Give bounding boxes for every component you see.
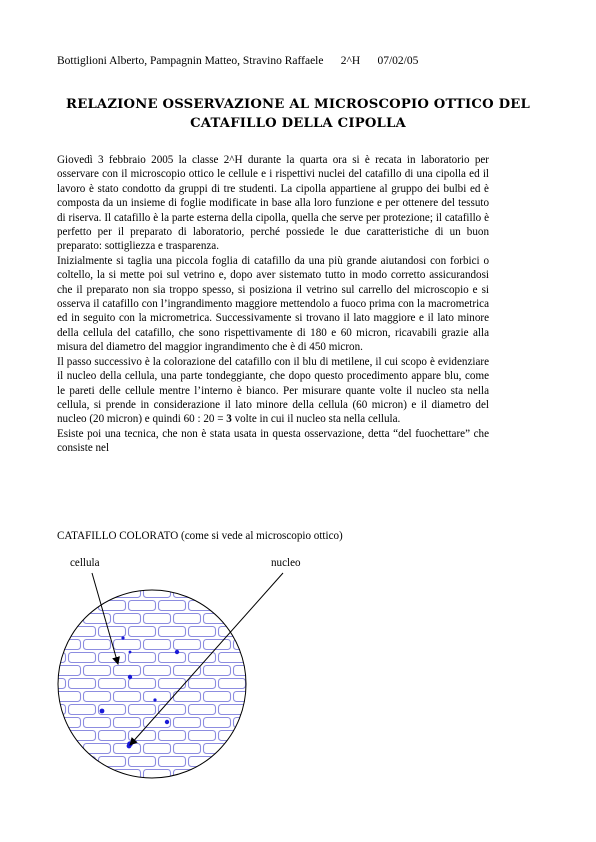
paragraph-intro: Giovedì 3 febbraio 2005 la classe 2^H durante la quarta ora si è recata in laboratorio per osservare con il microscopio ottico le cellule e i rispettivi nuclei del catafillo di una cipolla ed il lavoro è stato condotto da gruppi di tre studenti. La cipolla appartiene al gruppo dei bulbi ed è composta da un insieme di foglie modificate in base alla loro funzione e per ottenere del tessuto di riserva. Il catafillo è la parte esterna della cipolla, quella che serve per protezione; il catafillo è perfetto per il preparato di laboratorio, perché possiede le due caratteristiche di un buon preparato: sottigliezza e trasparenza. <box>57 154 489 253</box>
cell <box>204 614 231 624</box>
cell <box>204 718 231 728</box>
cell <box>174 614 201 624</box>
cell <box>99 731 126 741</box>
cell <box>249 679 276 689</box>
cell <box>174 588 201 598</box>
cell <box>204 666 231 676</box>
cell <box>84 640 111 650</box>
cell <box>219 757 246 767</box>
field-of-view-circle <box>58 590 246 778</box>
cell <box>69 601 96 611</box>
cell <box>84 692 111 702</box>
cell <box>234 770 261 780</box>
cell <box>54 744 81 754</box>
cell <box>69 731 96 741</box>
cell <box>144 614 171 624</box>
cell <box>174 744 201 754</box>
staining-end: volte in cui il nucleo sta nella cellula. <box>234 413 401 426</box>
cell <box>39 757 66 767</box>
cell <box>39 601 66 611</box>
cell <box>159 757 186 767</box>
cell <box>114 614 141 624</box>
cell <box>249 783 276 793</box>
cell <box>189 679 216 689</box>
cell <box>84 666 111 676</box>
figure-caption: CATAFILLO COLORATO (come si vede al microscopio ottico) <box>57 530 343 542</box>
cell <box>219 601 246 611</box>
title-line-1: RELAZIONE OSSERVAZIONE AL MICROSCOPIO OTTICO DEL <box>66 97 530 112</box>
cell-grid <box>39 588 276 793</box>
cell <box>129 783 156 793</box>
cell <box>114 640 141 650</box>
cell <box>114 588 141 598</box>
arrow-cellula <box>92 573 118 664</box>
cell <box>189 705 216 715</box>
cell <box>204 770 231 780</box>
cell <box>159 653 186 663</box>
header-class: 2^H <box>340 55 361 67</box>
cell <box>69 653 96 663</box>
cell <box>99 627 126 637</box>
cell <box>189 757 216 767</box>
cell <box>69 783 96 793</box>
nucleus-dot <box>153 698 156 701</box>
header-authors: Bottiglioni Alberto, Pampagnin Matteo, Stravino Raffaele <box>57 55 324 67</box>
cell <box>54 588 81 598</box>
cell <box>234 614 261 624</box>
title-line-2: CATAFILLO DELLA CIPOLLA <box>190 116 406 131</box>
nucleus-dot <box>121 636 124 639</box>
cell <box>204 692 231 702</box>
cell <box>39 783 66 793</box>
cell <box>129 757 156 767</box>
cell <box>249 757 276 767</box>
cell <box>144 744 171 754</box>
cell <box>174 692 201 702</box>
cell <box>54 770 81 780</box>
cell <box>129 653 156 663</box>
cell <box>219 731 246 741</box>
cell <box>84 718 111 728</box>
cell <box>84 770 111 780</box>
cell <box>99 679 126 689</box>
nucleus-dot <box>128 675 132 679</box>
cell <box>129 679 156 689</box>
label-cellula: cellula <box>70 557 100 569</box>
cell <box>159 627 186 637</box>
cell <box>249 705 276 715</box>
cell <box>144 588 171 598</box>
cell <box>144 692 171 702</box>
cell <box>189 731 216 741</box>
cell <box>99 653 126 663</box>
nucleus-dot <box>129 651 132 654</box>
cell <box>174 640 201 650</box>
ratio-result: 3 <box>226 413 232 426</box>
cell <box>54 614 81 624</box>
cell <box>69 757 96 767</box>
cell <box>69 627 96 637</box>
cell <box>99 783 126 793</box>
cell <box>189 627 216 637</box>
cell <box>249 627 276 637</box>
cell <box>234 666 261 676</box>
cell <box>39 627 66 637</box>
cell <box>54 666 81 676</box>
cell <box>234 744 261 754</box>
cell <box>129 705 156 715</box>
nucleus-dot <box>165 720 169 724</box>
cell <box>159 783 186 793</box>
staining-text: Il passo successivo è la colorazione del catafillo con il blu di metilene, il cui scopo è evidenziare il nucleo della cellula, una parte tondeggiante, che dopo questo procedimento appare blu, come le pareti delle cellule mentre l’interno è bianco. Per misurare quante volte il nucleo sta nella cellula, si prende in considerazione il lato minore della cellula (60 micron) e il diametro del nucleo (20 micron) e quindi 60 : 20 = <box>57 355 489 426</box>
paragraph-procedure: Inizialmente si taglia una piccola foglia di catafillo da una più grande aiutandosi con forbici o coltello, la si mette poi sul vetrino e, dopo aver sistemato tutto in modo corretto assicurandosi che il preparato non sia troppo spesso, si posiziona il vetrino sul carrello del microscopio e si osserva il catafillo con l’ingrandimento maggiore mettendolo a fuoco prima con la macrometrica ed in seguito con la micrometrica. Successivamente si trovano il lato maggiore e il lato minore della cellula del catafillo, che sono rispettivamente di 180 e 60 micron, ricavabili grazie alla misura del diametro del maggior ingrandimento che è di 450 micron. <box>57 254 489 354</box>
cell <box>69 705 96 715</box>
cell <box>129 601 156 611</box>
cell <box>249 601 276 611</box>
nucleus-dot <box>175 650 179 654</box>
cell <box>159 731 186 741</box>
paragraph-technique: Esiste poi una tecnica, che non è stata usata in questa osservazione, detta “del fuochettare” che consiste nel <box>57 427 489 455</box>
cell <box>159 705 186 715</box>
cell <box>69 679 96 689</box>
cell <box>144 666 171 676</box>
label-nucleo: nucleo <box>271 557 301 569</box>
arrow-nucleo <box>130 573 283 745</box>
cell <box>114 666 141 676</box>
cell <box>219 679 246 689</box>
cell <box>234 588 261 598</box>
cell <box>99 757 126 767</box>
cell <box>114 718 141 728</box>
cell <box>39 731 66 741</box>
nucleus-dot <box>100 709 105 714</box>
cell <box>204 588 231 598</box>
cell <box>159 601 186 611</box>
cell <box>249 653 276 663</box>
cell <box>174 718 201 728</box>
cell <box>39 679 66 689</box>
header-date: 07/02/05 <box>377 55 419 67</box>
cell <box>54 718 81 728</box>
cell <box>204 640 231 650</box>
cell <box>129 627 156 637</box>
cell <box>114 692 141 702</box>
cell <box>54 692 81 702</box>
cell <box>249 731 276 741</box>
cell <box>234 692 261 702</box>
cell <box>144 640 171 650</box>
cell <box>189 601 216 611</box>
cell <box>189 783 216 793</box>
cell <box>219 783 246 793</box>
